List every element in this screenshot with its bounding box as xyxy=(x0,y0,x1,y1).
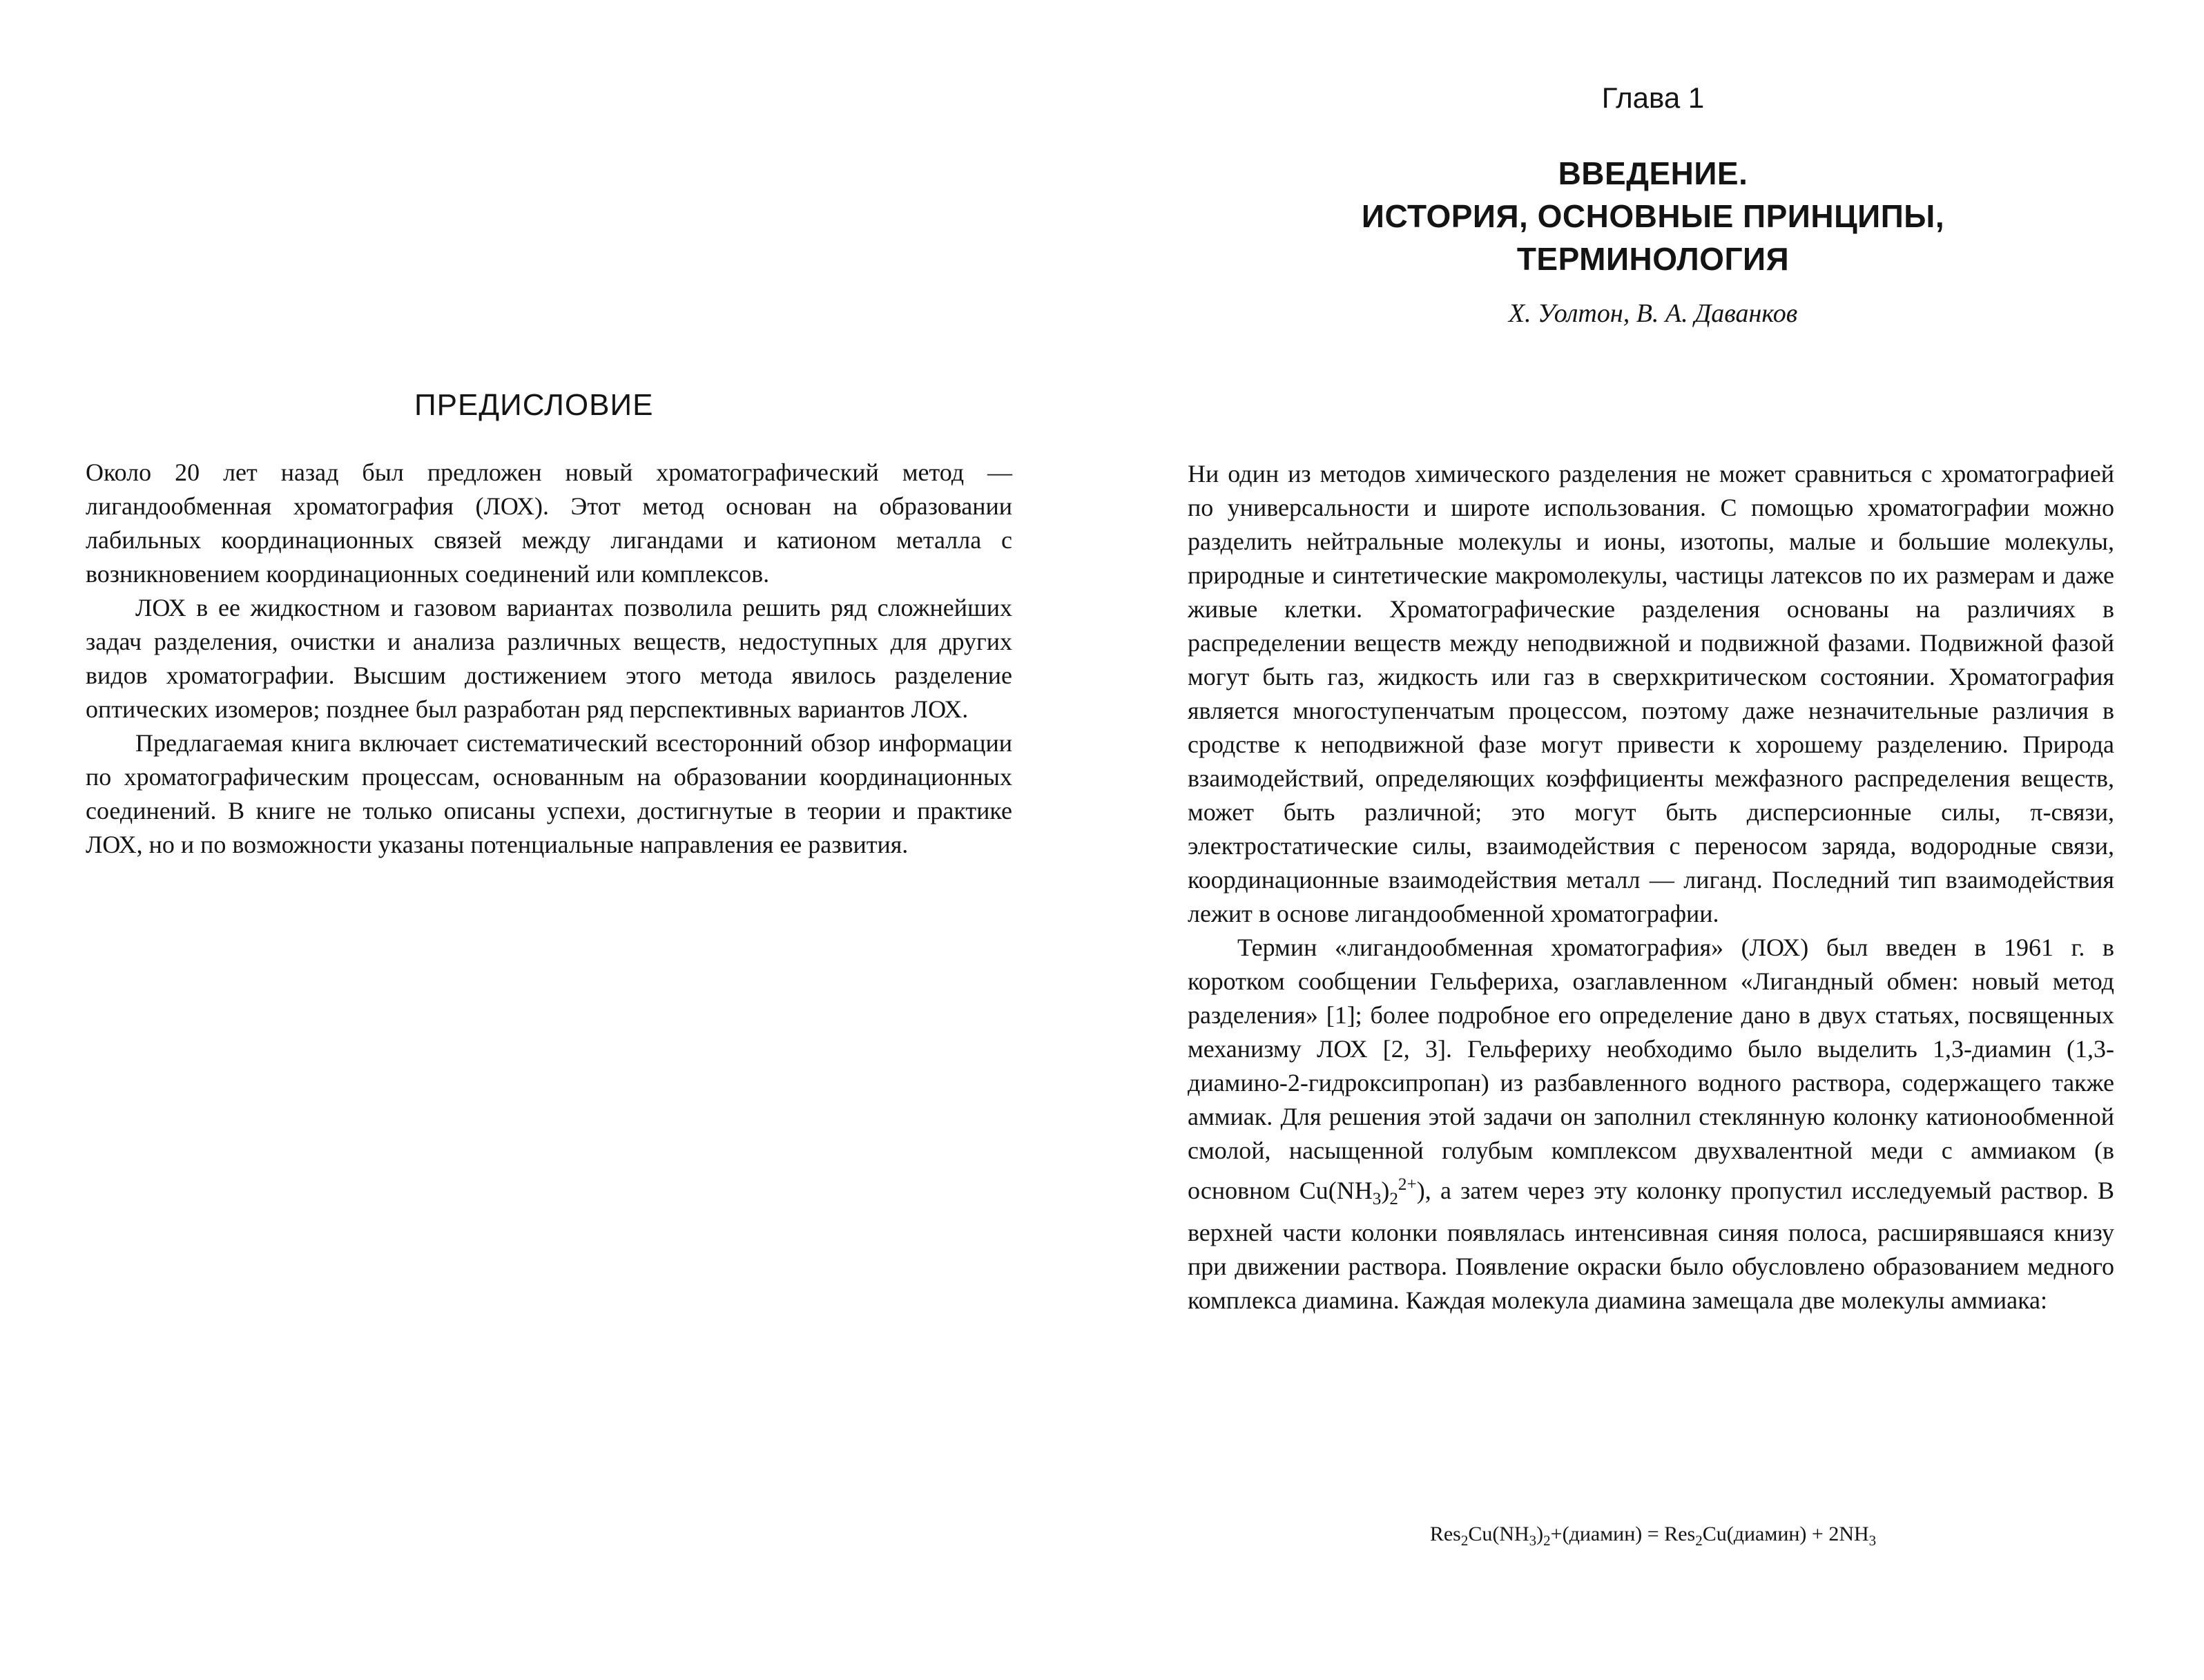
preface-paragraph-1: Около 20 лет назад был предложен новый хроматографический метод — лигандообменная хроматография (ЛОХ). Этот метод основан на образовании лабильных координационных связей между лигандами и катионом металла с возникновением координационных соединений или комплексов. xyxy=(86,458,1012,588)
formula-sub-3: 2 xyxy=(1543,1532,1551,1549)
chapter-title-line-3: ТЕРМИНОЛОГИЯ xyxy=(1516,241,1790,277)
preface-body xyxy=(86,456,1012,862)
preface-paragraph-2: ЛОХ в ее жидкостном и газовом вариантах позволила решить ряд сложнейших задач разделения, очистки и анализа различных веществ, недоступных для других видов хроматографии. Высшим достижением этого метода явилось разделение оптических изомеров; позднее был разработан ряд перспективных вариантов ЛОХ. xyxy=(86,594,1012,723)
paragraph-2-text-b: ), а затем через эту колонку пропустил исследуемый раствор. В верхней части колонки появлялась интенсивная синяя полоса, расширявшаяся книзу при движении раствора. Появление окраски было обусловлено образованием медного комплекса диамина. Каждая молекула диамина замещала две молекулы аммиака: xyxy=(1188,1177,2115,1315)
formula-sub-2: 3 xyxy=(1529,1532,1537,1549)
chapter-authors: Х. Уолтон, В. А. Даванков xyxy=(1508,299,1798,328)
formula-res-1: Res xyxy=(1429,1523,1461,1545)
reaction-equation xyxy=(1102,1523,2204,1549)
chapter-body xyxy=(1188,457,2114,1317)
paragraph-2-paren: ) xyxy=(1381,1177,1390,1204)
formula-sub-4: 2 xyxy=(1695,1532,1703,1549)
preface-paragraph-3: Предлагаемая книга включает систематический всесторонний обзор информации по хроматографическим процессам, основанным на образовании координационных соединений. В книге не только описаны успехи, достигнутые в теории и практике ЛОХ, но и по возможности указаны потенциальные направления ее развития. xyxy=(86,729,1012,858)
chapter-paragraph-2 xyxy=(1188,931,2114,1317)
formula-paren: ) xyxy=(1536,1523,1544,1545)
formula-diamine-res: +(диамин) = Res xyxy=(1550,1523,1696,1545)
chapter-title-line-2: ИСТОРИЯ, ОСНОВНЫЕ ПРИНЦИПЫ, xyxy=(1361,198,1945,234)
chapter-title xyxy=(1102,152,2204,280)
paragraph-2-text-a: Термин «лигандообменная хроматография» (ЛОХ) был введен в 1961 г. в коротком сообщении Гельфериха, озаглавленном «Лигандный обмен: новый метод разделения» [1]; более подробное его определение дано в двух статьях, посвященных механизму ЛОХ [2, 3]. Гельфериху необходимо было выделить 1,3-диамин (1,3-диамино-2-гидроксипропан) из разбавленного водного раствора, содержащего также аммиак. Для решения этой задачи он заполнил стеклянную колонку катионообменной смолой, насыщенной голубым комплексом двухвалентной меди с аммиаком (в основном Cu(NH xyxy=(1188,934,2114,1204)
paragraph-2-sup-charge: 2+ xyxy=(1398,1175,1417,1194)
paragraph-2-sub-3: 3 xyxy=(1372,1190,1382,1209)
chapter-paragraph-1: Ни один из методов химического разделения не может сравниться с хроматографией по универсальности и широте использования. С помощью хроматографии можно разделить нейтральные молекулы и ионы, изотопы, малые и большие молекулы, природные и синтетические макромолекулы, частицы латексов по их размерам и даже живые клетки. Хроматографические разделения основаны на различиях в распределении веществ между неподвижной и подвижной фазами. Подвижной фазой могут быть газ, жидкость или газ в сверхкритическом состоянии. Хроматография является многоступенчатым процессом, поэтому даже незначительные различия в сродстве к неподвижной фазе могут привести к хорошему разделению. Природа взаимодействий, определяющих коэффициенты межфазного распределения веществ, может быть различной; это могут быть дисперсионные силы, π-связи, электростатические силы, взаимодействия с переносом заряда, водородные связи, координационные взаимодействия металл — лиганд. Последний тип взаимодействия лежит в основе лигандообменной хроматографии. xyxy=(1188,460,2114,927)
paragraph-2-sub-2: 2 xyxy=(1389,1190,1398,1209)
chapter-label: Глава 1 xyxy=(1601,81,1705,114)
chapter-title-line-1: ВВЕДЕНИЕ. xyxy=(1558,155,1748,191)
formula-cu-diamine-nh3: Cu(диамин) + 2NH xyxy=(1702,1523,1869,1545)
preface-title: ПРЕДИСЛОВИЕ xyxy=(414,388,654,422)
formula-sub-1: 2 xyxy=(1460,1532,1469,1549)
formula-sub-5: 3 xyxy=(1868,1532,1877,1549)
right-page xyxy=(1102,0,2204,1680)
formula-cu-nh3: Cu(NH xyxy=(1468,1523,1529,1545)
